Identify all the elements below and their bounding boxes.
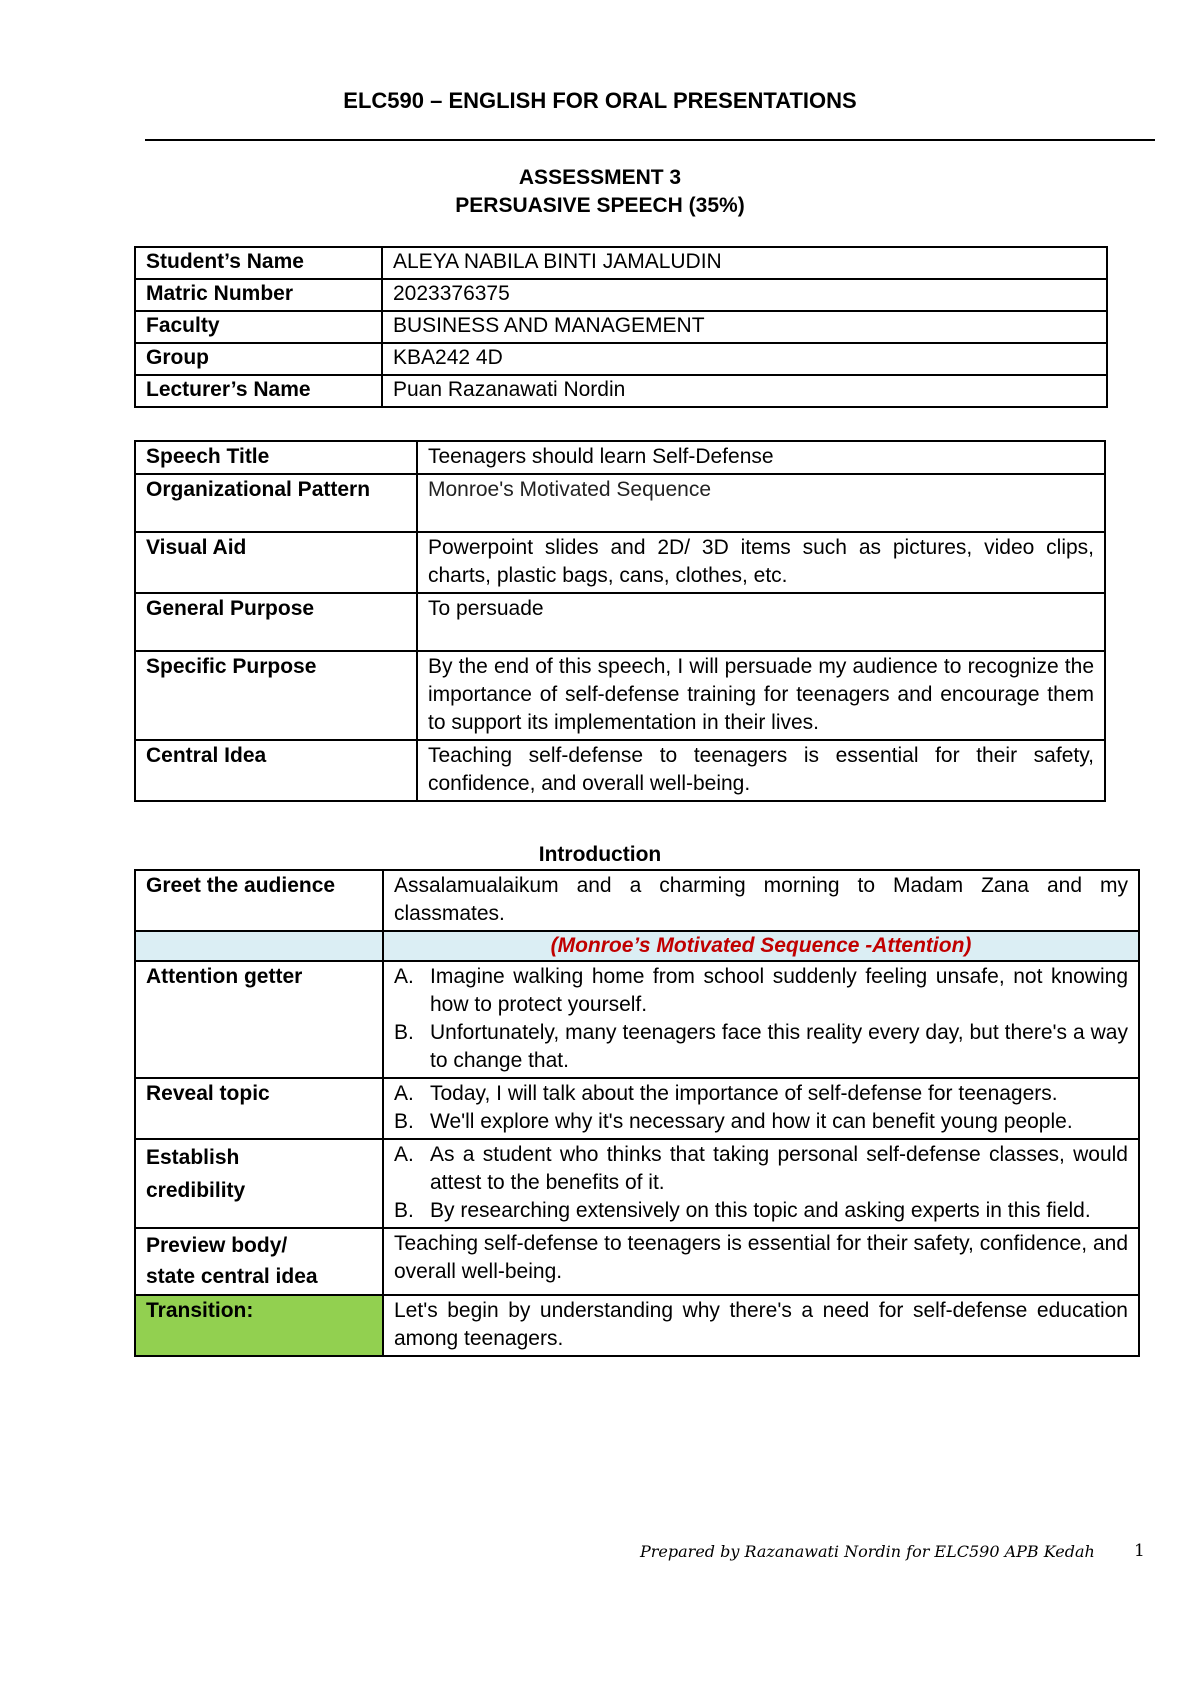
footer-prepared-by: Prepared by Razanawati Nordin for ELC590 APB Kedah [640,1542,1095,1561]
preview-body-value: Teaching self-defense to teenagers is essential for their safety, confidence, and overall well-being. [383,1228,1139,1295]
lecturer-name-label: Lecturer’s Name [135,375,382,407]
stage-cell [383,931,1139,961]
list-item [394,963,1128,1019]
reveal-topic-list [394,1080,1128,1136]
list-item [394,1197,1128,1225]
table-row [135,1139,1139,1228]
list-item-text: By researching extensively on this topic and asking experts in this field. [430,1199,1091,1222]
stage-empty-cell [135,931,383,961]
establish-credibility-label [135,1139,383,1228]
table-row [135,474,1105,532]
table-row [135,532,1105,593]
monroe-stage-note: (Monroe’s Motivated Sequence -Attention) [550,934,972,957]
table-row [135,441,1105,474]
central-idea-label: Central Idea [135,740,417,801]
list-marker: B. [394,1110,414,1133]
list-item [394,1080,1128,1108]
student-name-value: ALEYA NABILA BINTI JAMALUDIN [382,247,1107,279]
group-value: KBA242 4D [382,343,1107,375]
attention-getter-value [383,961,1139,1078]
specific-purpose-label: Specific Purpose [135,651,417,740]
general-purpose-label: General Purpose [135,593,417,651]
table-row [135,311,1107,343]
organizational-pattern-label: Organizational Pattern [135,474,417,532]
group-label: Group [135,343,382,375]
introduction-table [134,869,1140,1357]
label-line: Preview body/ [146,1234,288,1257]
organizational-pattern-value: Monroe's Motivated Sequence [417,474,1105,532]
reveal-topic-value [383,1078,1139,1139]
visual-aid-value: Powerpoint slides and 2D/ 3D items such as pictures, video clips, charts, plastic bags, cans, clothes, etc. [417,532,1105,593]
faculty-value: BUSINESS AND MANAGEMENT [382,311,1107,343]
table-row [135,375,1107,407]
list-item-text: As a student who thinks that taking personal self-defense classes, would attest to the benefits of it. [430,1143,1128,1194]
table-row [135,870,1139,931]
table-row [135,961,1139,1078]
introduction-heading: Introduction [538,843,662,866]
list-item [394,1019,1128,1075]
table-row [135,247,1107,279]
table-row [135,343,1107,375]
transition-label: Transition: [135,1295,383,1356]
table-row [135,1228,1139,1295]
credibility-list [394,1141,1128,1225]
label-line: credibility [146,1179,246,1202]
preview-body-label [135,1228,383,1295]
list-marker: A. [394,965,414,988]
specific-purpose-value: By the end of this speech, I will persuade my audience to recognize the importance of self-defense training for teenagers and encourage them to support its implementation in their lives. [417,651,1105,740]
attention-getter-list [394,963,1128,1075]
list-marker: B. [394,1021,414,1044]
course-title: ELC590 – ENGLISH FOR ORAL PRESENTATIONS [343,88,857,113]
label-line: Establish [146,1146,240,1169]
attention-getter-label: Attention getter [135,961,383,1078]
greet-value: Assalamualaikum and a charming morning to Madam Zana and my classmates. [383,870,1139,931]
assessment-heading [0,164,1200,220]
table-row [135,593,1105,651]
visual-aid-label: Visual Aid [135,532,417,593]
list-item-text: Today, I will talk about the importance of self-defense for teenagers. [430,1082,1058,1105]
central-idea-value: Teaching self-defense to teenagers is essential for their safety, confidence, and overall well-being. [417,740,1105,801]
table-row [135,651,1105,740]
table-row [135,740,1105,801]
speech-title-label: Speech Title [135,441,417,474]
assessment-title: ASSESSMENT 3 [518,166,682,189]
faculty-label: Faculty [135,311,382,343]
speech-type-title: PERSUASIVE SPEECH (35%) [455,194,745,217]
table-row [135,1078,1139,1139]
lecturer-name-value: Puan Razanawati Nordin [382,375,1107,407]
student-name-label: Student’s Name [135,247,382,279]
list-item [394,1108,1128,1136]
list-marker: A. [394,1143,414,1166]
table-row [135,279,1107,311]
matric-number-label: Matric Number [135,279,382,311]
list-marker: A. [394,1082,414,1105]
list-marker: B. [394,1199,414,1222]
list-item-text: Imagine walking home from school suddenly feeling unsafe, not knowing how to protect yourself. [430,965,1128,1016]
transition-value: Let's begin by understanding why there's a need for self-defense education among teenagers. [383,1295,1139,1356]
student-info-table [134,246,1108,408]
greet-label: Greet the audience [135,870,383,931]
speech-title-value: Teenagers should learn Self-Defense [417,441,1105,474]
list-item-text: We'll explore why it's necessary and how it can benefit young people. [430,1110,1073,1133]
table-row [135,1295,1139,1356]
list-item [394,1141,1128,1197]
establish-credibility-value [383,1139,1139,1228]
label-line: state central idea [146,1265,318,1288]
reveal-topic-label: Reveal topic [135,1078,383,1139]
table-row [135,931,1139,961]
general-purpose-value: To persuade [417,593,1105,651]
header-divider [145,139,1155,141]
matric-number-value: 2023376375 [382,279,1107,311]
speech-info-table [134,440,1106,802]
page-number: 1 [1134,1541,1145,1561]
list-item-text: Unfortunately, many teenagers face this reality every day, but there's a way to change that. [430,1021,1128,1072]
